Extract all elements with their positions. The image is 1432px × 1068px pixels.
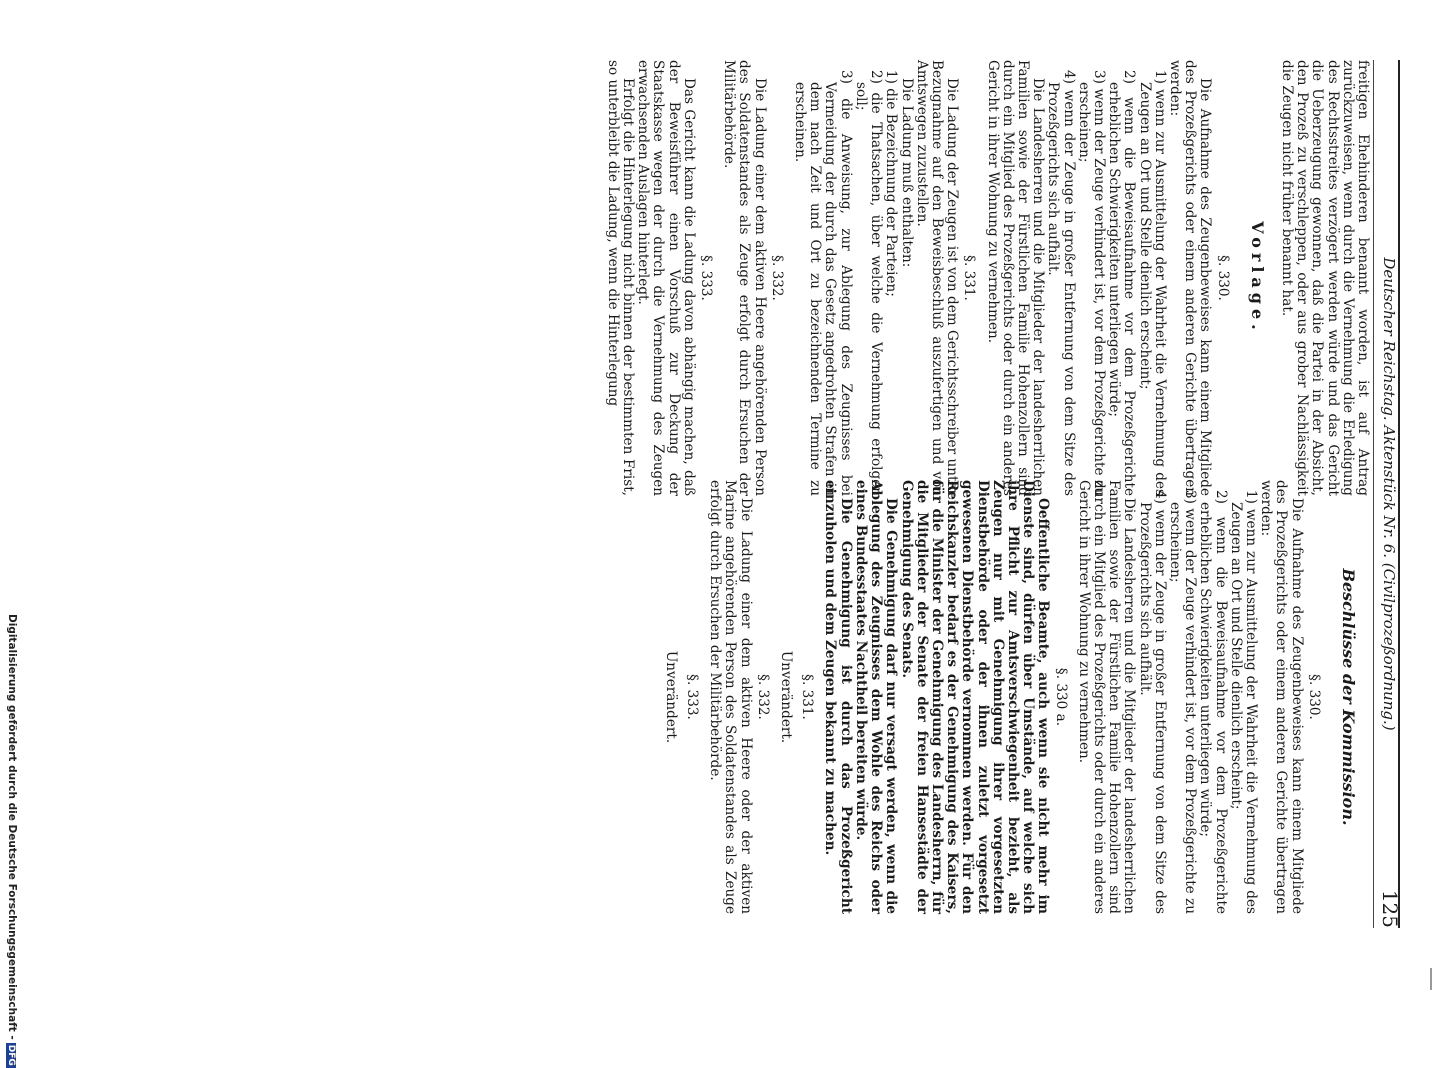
running-header	[1376, 60, 1402, 928]
section-text: Die Ladung einer dem aktiven Heere oder der aktiven Marine angehörenden Person des Soldatenstandes als Zeuge erfolgt durch Ersuchen der Militärbehörde.	[707, 480, 754, 914]
credit-text: Digitalisierung gefördert durch die Deutsche Forschungsgemeinschaft -	[6, 614, 18, 1040]
section-text: Die Ladung muß enthalten:	[898, 78, 915, 268]
section-text: Oeffentliche Beamte, auch wenn sie nicht mehr im Dienste sind, dürfen über Umstände, auf welche sich ihre Pflicht zur Amtsverschwiegenheit bezieht, als Zeugen nur mit Genehmigung ihrer vorgesetzten Dienstbehörde oder der ihnen zuletzt vorgesetzt gewesenen Dienstbehörde vernommen werden. Für den Reichskanzler bedarf es der Genehmigung des Kaisers, für die Minister der Genehmigung des Landesherrn, für die Mitglieder der Senate der freien Hansestädte der Genehmigung des Senats.	[898, 480, 1052, 914]
section-text: Die Ladung einer dem aktiven Heere angehörenden Person des Soldatenstandes als Zeuge erfolgt durch Ersuchen der Militärbehörde.	[721, 60, 768, 496]
right-column-kommission	[657, 480, 1370, 914]
list-item: 4) wenn der Zeuge in großer Entfernung von dem Sitze des Prozeßgerichts sich aufhält.	[1136, 490, 1168, 914]
list-item: 2) wenn die Beweisaufnahme vor dem Prozeßgerichte erheblichen Schwierigkeiten unterliegen würde;	[1106, 70, 1138, 496]
section-number: §. 332.	[754, 674, 771, 720]
section-text: Erfolgt die Hinterlegung nicht binnen der bestimmten Frist, so unterbleibt die Ladung, wenn die Hinterlegung	[604, 60, 637, 496]
column-heading: Vorlage.	[1247, 221, 1267, 335]
section-text: Die Aufnahme des Zeugenbeweises kann einem Mitgliede des Prozeßgerichts oder einem anderen Gerichte übertragen werden:	[1166, 60, 1214, 496]
section-number: §. 331.	[799, 674, 816, 720]
intro-paragraph: freitigen Ehehinderen benannt worden, ist auf Antrag zurückzuweisen, wenn durch die Vernehmung die Erledigung des Rechtsstreites verzögert werden würde und das Gericht die Ueberzeugung gewonnen, daß die Partei in der Absicht, den Prozeß zu verschleppen, oder aus grober Nachlässigkeit die Zeugen nicht früher benannt hat.	[1278, 60, 1371, 496]
left-column-vorlage	[605, 60, 1370, 496]
list-item: 3) wenn der Zeuge verhindert ist, vor dem Prozeßgerichte zu erscheinen;	[1075, 70, 1107, 496]
section-text: Die Landesherren und die Mitglieder der landesherrlichen Familien sowie der Fürstlichen Familie Hohenzollern sind durch ein Mitglied des Prozeßgerichts oder durch ein anderes Gericht in ihrer Wohnung zu vernehmen.	[1075, 480, 1138, 914]
header-rule-lower	[1373, 60, 1374, 928]
list-item: 1) die Bezeichnung der Parteien;	[883, 70, 900, 297]
section-number: §. 332.	[768, 255, 785, 301]
list-item: 3) die Anweisung, zur Ablegung des Zeugnisses bei Vermeidung der durch das Gesetz angedrohten Strafen in dem nach Zeit und Ort zu bezeichnenden Termine zu erscheinen.	[792, 70, 854, 496]
section-text: Die Landesherren und die Mitglieder der landesherrlichen Familien sowie der Fürstlichen Familie Hohenzollern sind durch ein Mitglied des Prozeßgerichts oder durch ein anderes Gericht in ihrer Wohnung zu vernehmen.	[984, 60, 1047, 496]
column-heading: Beschlüsse der Kommission.	[1339, 568, 1358, 826]
list-item: 1) wenn zur Ausmittelung der Wahrheit die Vernehmung des Zeugen an Ort und Stelle dienlich erscheint;	[1227, 490, 1259, 914]
list-item: 2) die Thatsachen, über welche die Vernehmung erfolgen soll;	[852, 70, 885, 496]
header-title: Deutscher Reichstag. Aktenstück Nr. 6. (Civilprozeßordnung.)	[1380, 257, 1398, 731]
dfg-logo: DFG	[6, 1044, 16, 1066]
page-number: 125	[1378, 889, 1402, 928]
section-number: §. 330.	[1214, 255, 1231, 301]
unchanged-note: Unverändert.	[662, 650, 679, 744]
unchanged-note: Unverändert.	[778, 650, 795, 744]
section-text: Das Gericht kann die Ladung davon abhängig machen, daß der Beweisführer einen Vorschuß zur Deckung der Staatskasse wegen der durch die Vernehmung des Zeugen erwachsenden Auslagen hinterlegt.	[635, 60, 697, 496]
section-text: Die Genehmigung darf nur versagt werden, wenn die Ablegung des Zeugnisses dem Wohle des Reichs oder eines Bundesstaates Nachtheil bereiten würde.	[852, 480, 900, 914]
section-number: §. 330.	[1305, 674, 1322, 720]
section-number: §. 333.	[684, 674, 701, 720]
list-item: 3) wenn der Zeuge verhindert ist, vor dem Prozeßgerichte zu erscheinen;	[1166, 490, 1199, 914]
header-rule	[1398, 60, 1400, 928]
list-item: 1) wenn zur Ausmittelung der Wahrheit die Vernehmung des Zeugen an Ort und Stelle dienlich erscheint;	[1136, 70, 1168, 496]
section-text: Die Aufnahme des Zeugenbeweises kann einem Mitgliede des Prozeßgerichts oder einem anderen Gerichte übertragen werden:	[1258, 480, 1305, 914]
section-number: §. 331.	[961, 255, 978, 301]
section-number: §. 333.	[698, 255, 715, 301]
section-text: Die Ladung der Zeugen ist von dem Gerichtsschreiber unter Bezugnahme auf den Beweisbeschluß auszufertigen und von Amtswegen zuzustellen.	[913, 60, 961, 496]
digitization-credit	[6, 614, 18, 1066]
section-number: §. 330 a.	[1052, 667, 1069, 727]
list-item: 2) wenn die Beweisaufnahme vor dem Prozeßgerichte erheblichen Schwierigkeiten unterliegen würde;	[1197, 490, 1229, 914]
section-text: Die Genehmigung ist durch das Prozeßgericht einzuholen und dem Zeugen bekannt zu machen.	[822, 480, 854, 914]
list-item: 4) wenn der Zeuge in großer Entfernung von dem Sitze des Prozeßgerichts sich aufhält.	[1045, 70, 1077, 496]
